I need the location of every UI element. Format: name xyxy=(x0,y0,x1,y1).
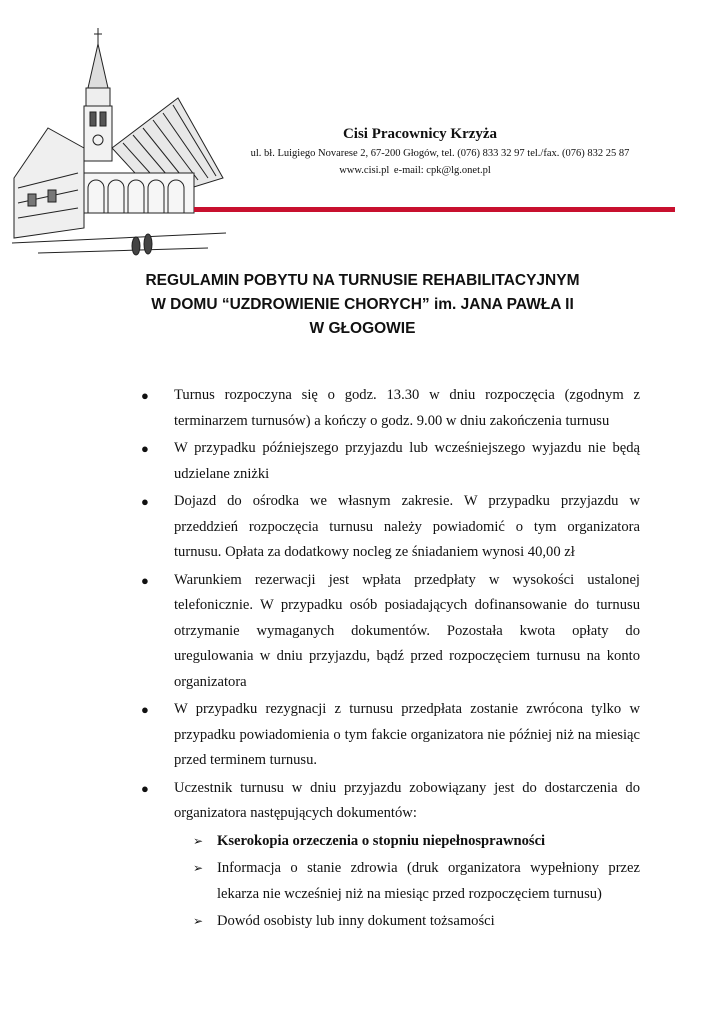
arrow-bullet-icon: ➢ xyxy=(193,861,204,875)
bullet-icon: ● xyxy=(141,441,149,456)
header-divider xyxy=(194,207,675,212)
title-line: W GŁOGOWIE xyxy=(309,320,416,337)
required-documents-list xyxy=(138,829,640,935)
email-link[interactable]: e-mail: cpk@lg.onet.pl xyxy=(393,165,491,176)
rule-item: ● Turnus rozpoczyna się o godz. 13.30 w dniu rozpoczęcia (zgodnym z terminarzem turnusów) a kończy o godz. 9.00 w dniu zakończenia turnusu xyxy=(138,383,640,434)
organization-contact xyxy=(250,165,580,176)
rule-item: ● Warunkiem rezerwacji jest wpłata przedpłaty w wysokości ustalonej telefonicznie. W przypadku osób posiadających dofinansowanie do turnusu otrzymanie wymaganych dokumentów. Pozostała kwota opłaty do uregulowania w dniu przyjazdu, bądź przed rozpoczęciem turnusu na konto organizatora xyxy=(138,568,640,696)
bullet-icon: ● xyxy=(141,388,149,403)
arrow-bullet-icon: ➢ xyxy=(193,914,204,928)
document-item: ➢ Kserokopia orzeczenia o stopniu niepełnosprawności xyxy=(138,829,640,855)
rule-item: ● Dojazd do ośrodka we własnym zakresie. W przypadku przyjazdu w przeddzień rozpoczęcia turnusu należy powiadomić o tym organizatora turnusu. Opłata za dodatkowy nocleg ze śniadaniem wynosi 40,00 zł xyxy=(138,489,640,566)
rule-item: ● W przypadku rezygnacji z turnusu przedpłata zostanie zwrócona tylko w przypadku powiadomienia o tym fakcie organizatora nie później niż na miesiąc przed terminem turnusu. xyxy=(138,697,640,774)
title-line: REGULAMIN POBYTU NA TURNUSIE REHABILITACYJNYM xyxy=(145,272,580,289)
rules-list xyxy=(138,383,640,827)
bullet-icon: ● xyxy=(141,494,149,509)
document-item: ➢ Dowód osobisty lub inny dokument tożsamości xyxy=(138,909,640,935)
rule-item: ● Uczestnik turnusu w dniu przyjazdu zobowiązany jest do dostarczenia do organizatora następujących dokumentów: xyxy=(138,776,640,827)
rules-body xyxy=(138,383,640,937)
bullet-icon: ● xyxy=(141,780,149,796)
church-drawing-icon xyxy=(8,8,230,263)
document-item: ➢ Informacja o stanie zdrowia (druk organizatora wypełniony przez lekarza nie wcześniej niż na miesiąc przed rozpoczęciem turnusu) xyxy=(138,856,640,907)
arrow-bullet-icon: ➢ xyxy=(193,833,204,848)
organization-name: Cisi Pracownicy Krzyża xyxy=(342,126,498,142)
website-link[interactable]: www.cisi.pl xyxy=(339,165,390,176)
rule-item: ● W przypadku późniejszego przyjazdu lub wcześniejszego wyjazdu nie będą udzielane zniżki xyxy=(138,436,640,487)
title-line: W DOMU “UZDROWIENIE CHORYCH” im. JANA PAWŁA II xyxy=(151,296,574,313)
document-title xyxy=(100,269,625,341)
bullet-icon: ● xyxy=(141,572,149,588)
bullet-icon: ● xyxy=(141,702,149,717)
organization-address: ul. bł. Luigiego Novarese 2, 67-200 Głogów, tel. (076) 833 32 97 tel./fax. (076) 832 25 87 xyxy=(250,148,630,159)
